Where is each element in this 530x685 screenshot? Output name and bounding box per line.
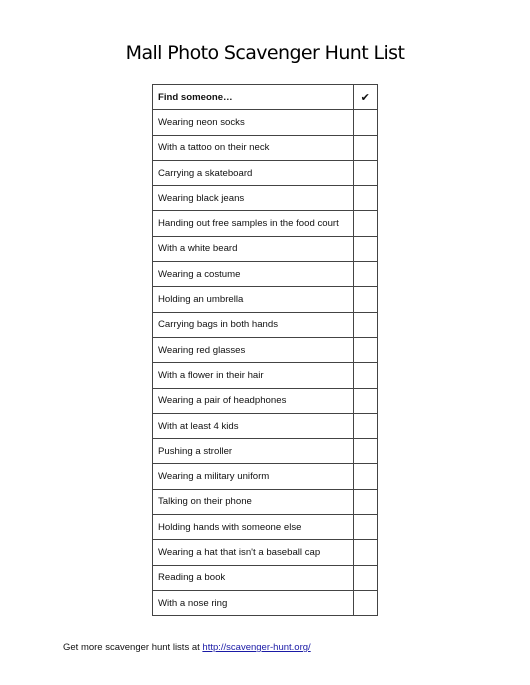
hunt-item-label: Pushing a stroller [153, 439, 354, 464]
footer [63, 642, 311, 653]
checkbox-cell[interactable] [353, 262, 377, 287]
hunt-item-label: With a tattoo on their neck [153, 135, 354, 160]
checkbox-cell[interactable] [353, 110, 377, 135]
checkbox-cell[interactable] [353, 312, 377, 337]
table-row [153, 565, 378, 590]
table-row [153, 413, 378, 438]
hunt-item-label: Holding an umbrella [153, 287, 354, 312]
table-row [153, 439, 378, 464]
table-row [153, 135, 378, 160]
table-row [153, 236, 378, 261]
hunt-item-label: Talking on their phone [153, 489, 354, 514]
checkbox-cell[interactable] [353, 388, 377, 413]
table-row [153, 160, 378, 185]
table-row [153, 363, 378, 388]
check-column-header [353, 85, 377, 110]
checkbox-cell[interactable] [353, 363, 377, 388]
table-row [153, 337, 378, 362]
hunt-item-label: Reading a book [153, 565, 354, 590]
table-row [153, 312, 378, 337]
hunt-item-label: Wearing black jeans [153, 186, 354, 211]
checkbox-cell[interactable] [353, 540, 377, 565]
checkbox-cell[interactable] [353, 135, 377, 160]
footer-link[interactable]: http://scavenger-hunt.org/ [202, 642, 311, 653]
page-title: Mall Photo Scavenger Hunt List [125, 42, 405, 64]
checkbox-cell[interactable] [353, 565, 377, 590]
hunt-item-label: With a white beard [153, 236, 354, 261]
hunt-item-label: Wearing a military uniform [153, 464, 354, 489]
table-row [153, 489, 378, 514]
checkbox-cell[interactable] [353, 186, 377, 211]
hunt-item-label: With a flower in their hair [153, 363, 354, 388]
checkbox-cell[interactable] [353, 413, 377, 438]
table-row [153, 211, 378, 236]
checkbox-cell[interactable] [353, 236, 377, 261]
checkbox-cell[interactable] [353, 590, 377, 615]
table-row [153, 464, 378, 489]
checkbox-cell[interactable] [353, 211, 377, 236]
table-header-row [153, 85, 378, 110]
table-row [153, 590, 378, 615]
table-row [153, 515, 378, 540]
checkbox-cell[interactable] [353, 464, 377, 489]
hunt-item-label: Wearing a pair of headphones [153, 388, 354, 413]
table-row [153, 388, 378, 413]
hunt-item-label: Wearing a costume [153, 262, 354, 287]
checkbox-cell[interactable] [353, 160, 377, 185]
hunt-item-label: Wearing red glasses [153, 337, 354, 362]
checkbox-cell[interactable] [353, 337, 377, 362]
table-row [153, 262, 378, 287]
hunt-item-label: Wearing neon socks [153, 110, 354, 135]
checkbox-cell[interactable] [353, 515, 377, 540]
checkbox-cell[interactable] [353, 287, 377, 312]
table-row [153, 540, 378, 565]
hunt-item-label: With a nose ring [153, 590, 354, 615]
hunt-item-label: Handing out free samples in the food court [153, 211, 354, 236]
hunt-item-label: Wearing a hat that isn't a baseball cap [153, 540, 354, 565]
table-row [153, 110, 378, 135]
table-row [153, 287, 378, 312]
hunt-item-label: With at least 4 kids [153, 413, 354, 438]
find-someone-header: Find someone… [153, 85, 354, 110]
checkmark-icon: ✔ [360, 90, 370, 104]
hunt-item-label: Carrying a skateboard [153, 160, 354, 185]
checkbox-cell[interactable] [353, 489, 377, 514]
hunt-item-label: Carrying bags in both hands [153, 312, 354, 337]
hunt-items [153, 110, 378, 616]
scavenger-hunt-table [152, 84, 378, 616]
checkbox-cell[interactable] [353, 439, 377, 464]
footer-text: Get more scavenger hunt lists at [63, 642, 203, 653]
table-row [153, 186, 378, 211]
hunt-item-label: Holding hands with someone else [153, 515, 354, 540]
